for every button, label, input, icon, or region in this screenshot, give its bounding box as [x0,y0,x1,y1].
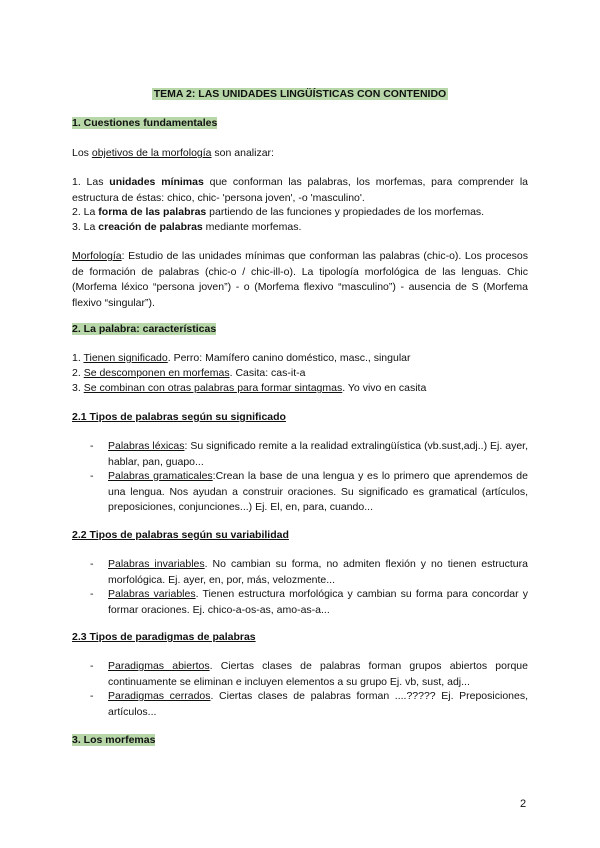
bullet-dash: - [90,588,94,600]
section-2-heading: 2. La palabra: características [72,323,217,335]
section-2-1-heading: 2.1 Tipos de palabras según su significado [72,411,286,423]
section-2-2-heading: 2.2 Tipos de palabras según su variabilidad [72,529,289,541]
objective-2: 2. La forma de las palabras partiendo de las funciones y propiedades de los morfemas. [72,206,485,218]
intro-paragraph: Los objetivos de la morfología son analizar: [72,147,274,159]
bullet-dash: - [90,470,94,482]
objective-3: 3. La creación de palabras mediante morfemas. [72,221,302,233]
section-3-heading: 3. Los morfemas [72,734,156,746]
list-item-palabras-gramaticales: Palabras gramaticales:Crean la base de una lengua y es lo primero que aprendemos de una lengua. Nos ayudan a construir oraciones. Su significado es gramatical (artículos, preposiciones, conjunciones...) Ej. El, en, para, cuando... [108,470,528,513]
page-number: 2 [520,798,527,810]
characteristic-3: 3. Se combinan con otras palabras para formar sintagmas. Yo vivo en casita [72,382,427,394]
morfologia-definition: Morfología: Estudio de las unidades mínimas que conforman las palabras (chic-o). Los procesos de formación de palabras (chic-o / chic-ill-o). La tipología morfológica de las lenguas. Chic (Morfema léxico “persona joven”) - o (Morfema flexivo “masculino”) - ausencia de S (Morfema flexivo “singular”). [72,250,528,309]
list-item-paradigmas-abiertos: Paradigmas abiertos. Ciertas clases de palabras forman grupos abiertos porque continuamente se eliminan e incluyen elementos a su grupo Ej. vb, sust, adj... [108,660,528,688]
page-title: TEMA 2: LAS UNIDADES LINGÜÍSTICAS CON CONTENIDO [153,88,447,100]
list-item-paradigmas-cerrados: Paradigmas cerrados. Ciertas clases de palabras forman ....????? Ej. Preposiciones, artículos... [108,690,528,718]
bullet-dash: - [90,660,94,672]
section-2-3-heading: 2.3 Tipos de paradigmas de palabras [72,631,256,643]
objective-1: 1. Las unidades mínimas que conforman las palabras, los morfemas, para comprender la estructura de éstas: chico, chic- 'persona joven', -o 'masculino'. [72,176,528,204]
bullet-dash: - [90,440,94,452]
list-item-palabras-lexicas: Palabras léxicas: Su significado remite a la realidad extralingüística (vb.sust,adj..) Ej. ayer, hablar, pan, guapo... [108,440,529,468]
section-1-heading: 1. Cuestiones fundamentales [72,117,218,129]
characteristic-1: 1. Tienen significado. Perro: Mamífero canino doméstico, masc., singular [72,352,411,364]
list-item-palabras-invariables: Palabras invariables. No cambian su forma, no admiten flexión y no tienen estructura morfológica. Ej. ayer, en, por, más, velozmente... [108,558,528,586]
bullet-dash: - [90,690,94,702]
characteristic-2: 2. Se descomponen en morfemas. Casita: cas-it-a [72,367,306,379]
bullet-dash: - [90,558,94,570]
list-item-palabras-variables: Palabras variables. Tienen estructura morfológica y cambian su forma para concordar y formar oraciones. Ej. chico-a-os-as, amo-as-a... [108,588,528,616]
